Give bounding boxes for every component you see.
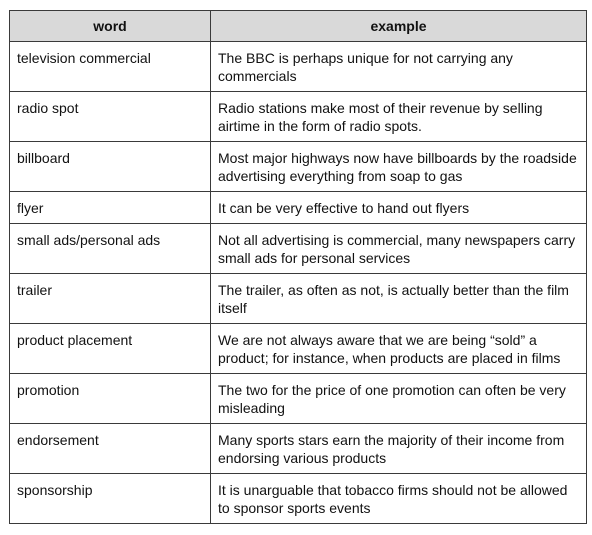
example-cell: The BBC is perhaps unique for not carrying any commercials (211, 42, 587, 92)
table-row (10, 474, 587, 524)
table-row (10, 224, 587, 274)
vocabulary-table (9, 10, 587, 524)
table-row (10, 42, 587, 92)
example-cell: Radio stations make most of their revenue by selling airtime in the form of radio spots. (211, 92, 587, 142)
word-cell: product placement (10, 324, 211, 374)
table-row (10, 374, 587, 424)
example-cell: It is unarguable that tobacco firms should not be allowed to sponsor sports events (211, 474, 587, 524)
word-cell: trailer (10, 274, 211, 324)
table-row (10, 424, 587, 474)
example-column-header: example (211, 11, 587, 42)
example-cell: We are not always aware that we are being “sold” a product; for instance, when products are placed in films (211, 324, 587, 374)
table-row (10, 274, 587, 324)
word-cell: flyer (10, 192, 211, 224)
example-cell: Most major highways now have billboards by the roadside advertising everything from soap to gas (211, 142, 587, 192)
word-cell: billboard (10, 142, 211, 192)
example-cell: It can be very effective to hand out flyers (211, 192, 587, 224)
example-cell: The trailer, as often as not, is actually better than the film itself (211, 274, 587, 324)
word-cell: endorsement (10, 424, 211, 474)
table-row (10, 142, 587, 192)
word-cell: radio spot (10, 92, 211, 142)
word-cell: promotion (10, 374, 211, 424)
header-row (10, 11, 587, 42)
example-cell: Not all advertising is commercial, many newspapers carry small ads for personal services (211, 224, 587, 274)
word-cell: sponsorship (10, 474, 211, 524)
table-row (10, 92, 587, 142)
example-cell: The two for the price of one promotion can often be very misleading (211, 374, 587, 424)
example-cell: Many sports stars earn the majority of their income from endorsing various products (211, 424, 587, 474)
table-row (10, 324, 587, 374)
word-cell: small ads/personal ads (10, 224, 211, 274)
word-column-header: word (10, 11, 211, 42)
word-cell: television commercial (10, 42, 211, 92)
table-row (10, 192, 587, 224)
